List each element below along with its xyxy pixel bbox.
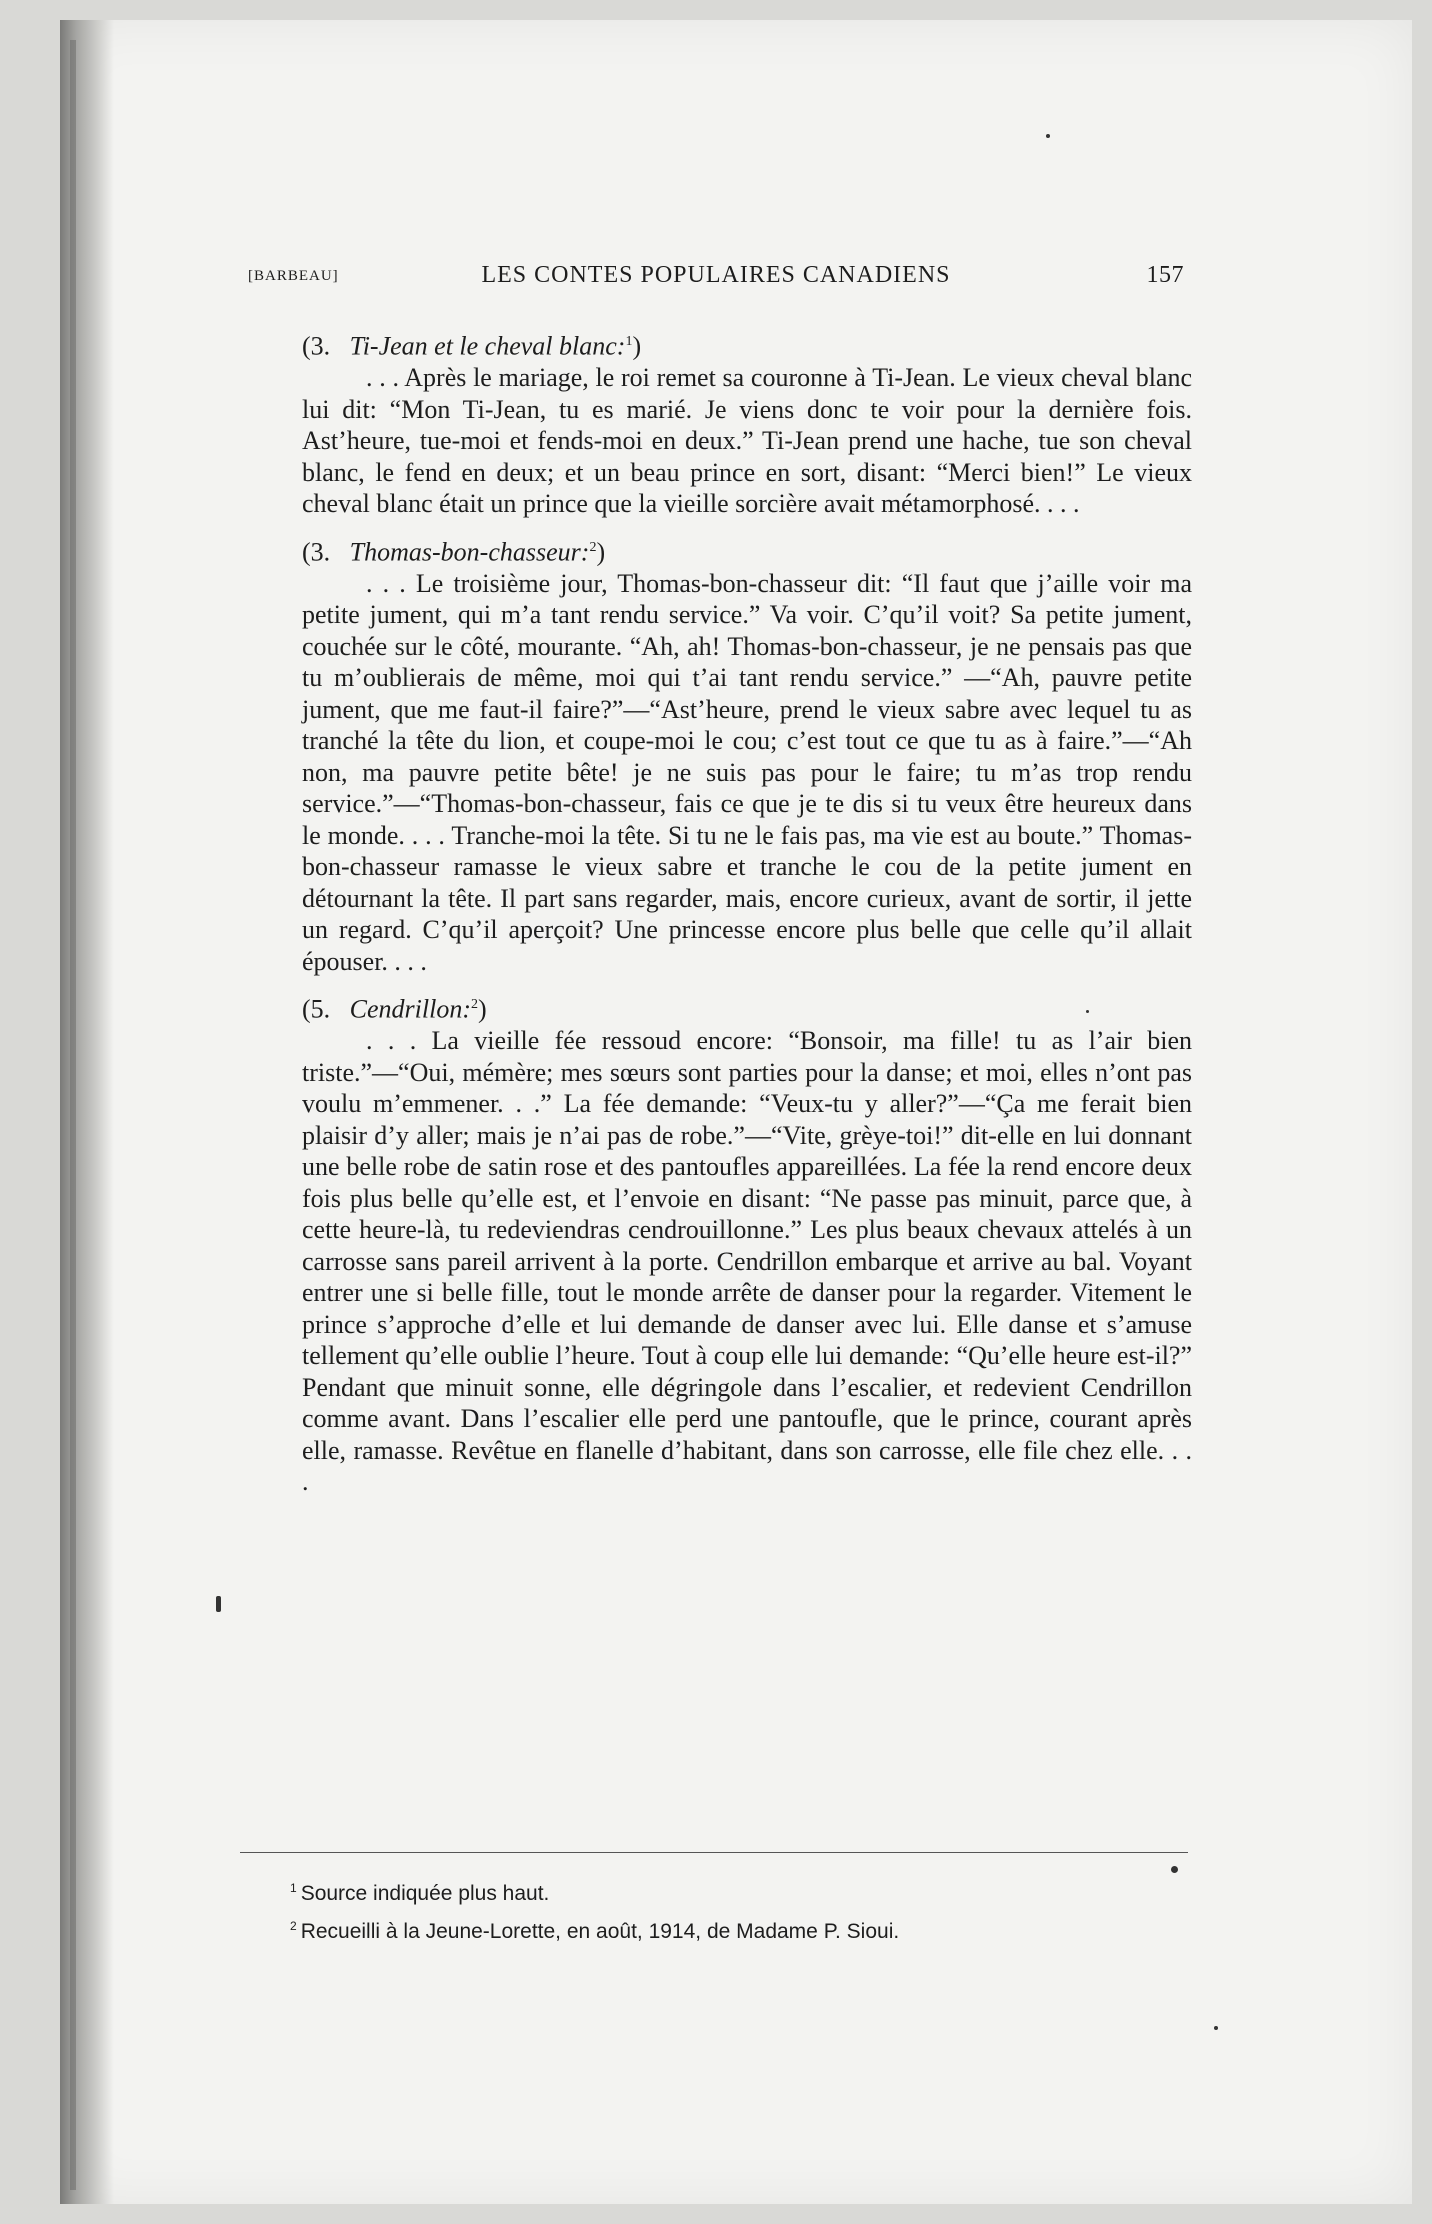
section-paragraph: . . . Le troisième jour, Thomas-bon-chasseur dit: “Il faut que j’aille voir ma petite jument, qui m’a tant rendu service.” Va voir. C’qu’il voit? Sa petite jument, couchée sur le côté, mourante. “Ah, ah! Thomas-bon-chasseur, je ne pensais pas que tu m’oublierais de même, moi qui t’ai tant rendu service.” —“Ah, pauvre petite jument, que me faut-il faire?”—“Ast’heure, prend le vieux sabre avec lequel tu as tranché la tête du lion, et coupe-moi le cou; c’est tout ce que tu as à faire.”—“Ah non, ma pauvre petite bête! je ne suis pas pour le faire; tu m’as trop rendu service.”—“Thomas-bon-chasseur, fais ce que je te dis si tu veux être heureux dans le monde. . . . Tranche-moi la tête. Si tu ne le fais pas, ma vie est au boute.” Thomas-bon-chasseur ramasse le vieux sabre et tranche le cou de la petite jument en détournant la tête. Il part sans regarder, mais, encore curieux, avant de sortir, il jette un regard. C’qu’il aperçoit? Une princesse encore plus belle que celle qu’il allait épouser. . . . bbox=[302, 568, 1192, 976]
section-heading bbox=[302, 989, 1192, 1025]
binding-gutter-shadow bbox=[60, 20, 114, 2204]
section-number: (5. bbox=[302, 994, 331, 1024]
section-paragraph: . . . La vieille fée ressoud encore: “Bonsoir, ma fille! tu as l’air bien triste.”—“Oui, mémère; mes sœurs sont parties pour la danse; et moi, elles n’ont pas voulu m’emmener. . .” La fée demande: “Veux-tu y aller?”—“Ça me ferait bien plaisir d’y aller; mais je n’ai pas de robe.”—“Vite, grèye-toi!” dit-elle en lui donnant une belle robe de satin rose et des pantoufles appareillées. La fée la rend encore deux fois plus belle qu’elle est, et l’envoie en disant: “Ne passe pas minuit, parce que, à cette heure-là, tu redeviendras cendrouillonne.” Les plus beaux chevaux attelés à un carrosse sans pareil arrivent à la porte. Cendrillon embarque et arrive au bal. Voyant entrer une si belle fille, tout le monde arrête de danser pour la regarder. Vitement le prince s’approche d’elle et lui demande de danser avec lui. Elle danse et s’amuse tellement qu’elle oublie l’heure. Tout à coup elle lui demande: “Qu’elle heure est-il?” Pendant que minuit sonne, elle dégringole dans l’escalier, et redevient Cendrillon comme avant. Dans l’escalier elle perd une pantoufle, que le prince, courant après elle, ramasse. Revêtue en flanelle d’habitant, dans son carrosse, elle file chez elle. . . . bbox=[302, 1026, 1192, 1497]
running-header bbox=[248, 262, 1184, 302]
section-title: Ti-Jean et le cheval blanc: bbox=[349, 331, 626, 361]
scan-speck bbox=[1171, 1866, 1178, 1873]
scan-speck bbox=[1046, 134, 1050, 138]
section-heading bbox=[302, 326, 1192, 362]
footnote-ref: 2 bbox=[589, 539, 597, 555]
page-number: 157 bbox=[1146, 262, 1184, 288]
section-close: ) bbox=[478, 994, 487, 1024]
section-close: ) bbox=[632, 331, 642, 361]
scan-speck bbox=[1086, 1010, 1089, 1013]
footnote bbox=[290, 1872, 1190, 1910]
footnote bbox=[290, 1910, 1190, 1948]
scan-speck bbox=[216, 1596, 221, 1612]
section-close: ) bbox=[596, 537, 606, 567]
header-title: LES CONTES POPULAIRES CANADIENS bbox=[481, 262, 951, 288]
section-title: Cendrillon: bbox=[349, 994, 472, 1024]
scan-speck bbox=[1214, 2026, 1218, 2030]
footnote-text: Source indiquée plus haut. bbox=[300, 1882, 550, 1905]
section-number: (3. bbox=[302, 537, 331, 567]
section-title: Thomas-bon-chasseur: bbox=[349, 537, 590, 567]
footnote-divider bbox=[240, 1852, 1188, 1853]
header-author: [BARBEAU] bbox=[248, 268, 339, 284]
footnote-mark: 2 bbox=[290, 1919, 297, 1933]
footnote-mark: 1 bbox=[290, 1881, 297, 1895]
page-body bbox=[302, 326, 1192, 1510]
section-paragraph: . . . Après le mariage, le roi remet sa couronne à Ti-Jean. Le vieux cheval blanc lui dit: “Mon Ti-Jean, tu es marié. Je viens donc te voir pour la dernière fois. Ast’heure, tue-moi et fends-moi en deux.” Ti-Jean prend une hache, tue son cheval blanc, le fend en deux; et un beau prince en sort, disant: “Merci bien!” Le vieux cheval blanc était un prince que la vieille sorcière avait métamorphosé. . . . bbox=[302, 363, 1192, 519]
section-heading bbox=[302, 532, 1192, 568]
footnote-ref: 1 bbox=[625, 334, 633, 349]
section-number: (3. bbox=[302, 331, 331, 361]
footnotes bbox=[290, 1872, 1190, 1948]
footnote-text: Recueilli à la Jeune-Lorette, en août, 1914, de Madame P. Sioui. bbox=[300, 1920, 900, 1943]
footnote-ref: 2 bbox=[471, 997, 479, 1013]
binding-edge bbox=[70, 40, 76, 2190]
